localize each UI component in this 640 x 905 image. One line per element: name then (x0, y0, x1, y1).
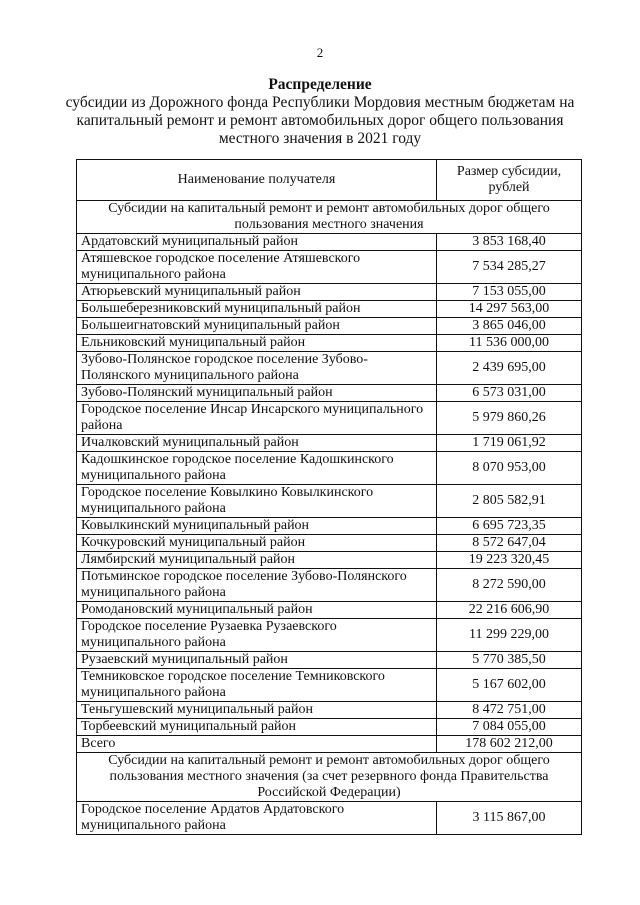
recipient-name: Большеберезниковский муниципальный район (77, 301, 437, 318)
table-row (77, 518, 582, 535)
table-row (77, 702, 582, 719)
table-row (77, 435, 582, 452)
subsidy-amount: 11 299 229,00 (437, 619, 582, 652)
recipient-name: Кочкуровский муниципальный район (77, 535, 437, 552)
recipient-name: Городское поселение Инсар Инсарского муниципального района (77, 402, 437, 435)
recipient-name: Ичалковский муниципальный район (77, 435, 437, 452)
subsidy-amount: 8 572 647,04 (437, 535, 582, 552)
subsidy-amount: 5 770 385,50 (437, 652, 582, 669)
recipient-name: Городское поселение Ардатов Ардатовского муниципального района (77, 802, 437, 835)
subsidy-amount: 7 534 285,27 (437, 251, 582, 284)
recipient-name: Теньгушевский муниципальный район (77, 702, 437, 719)
recipient-name: Ельниковский муниципальный район (77, 335, 437, 352)
page-number: 2 (316, 45, 324, 60)
recipient-name: Зубово-Полянский муниципальный район (77, 385, 437, 402)
table-row (77, 452, 582, 485)
subsidy-amount: 14 297 563,00 (437, 301, 582, 318)
table-row (77, 301, 582, 318)
recipient-name: Городское поселение Ковылкино Ковылкинского муниципального района (77, 485, 437, 518)
recipient-name: Ковылкинский муниципальный район (77, 518, 437, 535)
table-row (77, 602, 582, 619)
table-row (77, 352, 582, 385)
recipient-name: Темниковское городское поселение Темниковского муниципального района (77, 669, 437, 702)
recipient-name: Большеигнатовский муниципальный район (77, 318, 437, 335)
table-header-row (77, 160, 582, 201)
recipient-name: Лямбирский муниципальный район (77, 552, 437, 569)
total-label: Всего (77, 736, 437, 753)
table-row (77, 284, 582, 301)
recipient-name: Городское поселение Рузаевка Рузаевского муниципального района (77, 619, 437, 652)
table-row (77, 569, 582, 602)
subsidy-amount: 5 979 860,26 (437, 402, 582, 435)
subsidy-amount: 6 695 723,35 (437, 518, 582, 535)
table-row (77, 234, 582, 251)
document-title: Распределение (268, 76, 372, 93)
table-row (77, 485, 582, 518)
document-heading (60, 76, 580, 148)
subsidy-amount: 6 573 031,00 (437, 385, 582, 402)
recipient-name: Потьминское городское поселение Зубово-Полянского муниципального района (77, 569, 437, 602)
table-row (77, 535, 582, 552)
table-row (77, 402, 582, 435)
recipient-name: Атюрьевский муниципальный район (77, 284, 437, 301)
recipient-name: Рузаевский муниципальный район (77, 652, 437, 669)
recipient-name: Торбеевский муниципальный район (77, 719, 437, 736)
table-row (77, 802, 582, 835)
subsidy-amount: 2 805 582,91 (437, 485, 582, 518)
subsidy-amount: 5 167 602,00 (437, 669, 582, 702)
subsidy-amount: 19 223 320,45 (437, 552, 582, 569)
header-amount: Размер субсидии, рублей (437, 160, 582, 201)
table-row (77, 385, 582, 402)
subsidy-amount: 1 719 061,92 (437, 435, 582, 452)
subsidy-amount: 2 439 695,00 (437, 352, 582, 385)
section-title-1: Субсидии на капитальный ремонт и ремонт автомобильных дорог общего пользования местного значения (77, 201, 582, 234)
table-row (77, 318, 582, 335)
table-row (77, 652, 582, 669)
section-title-2: Субсидии на капитальный ремонт и ремонт автомобильных дорог общего пользования местного значения (за счет резервного фонда Правительства Российской Федерации) (77, 753, 582, 802)
subsidy-amount: 7 084 055,00 (437, 719, 582, 736)
subsidy-amount: 3 853 168,40 (437, 234, 582, 251)
subsidy-amount: 22 216 606,90 (437, 602, 582, 619)
recipient-name: Кадошкинское городское поселение Кадошкинского муниципального района (77, 452, 437, 485)
table-row (77, 669, 582, 702)
header-recipient: Наименование получателя (77, 160, 437, 201)
subsidy-amount: 3 865 046,00 (437, 318, 582, 335)
subsidy-amount: 8 472 751,00 (437, 702, 582, 719)
section-row (77, 753, 582, 802)
subsidy-amount: 8 272 590,00 (437, 569, 582, 602)
document-subtitle: субсидии из Дорожного фонда Республики Мордовия местным бюджетам на капитальный ремонт и ремонт автомобильных дорог общего пользования местного значения в 2021 году (65, 94, 575, 147)
recipient-name: Зубово-Полянское городское поселение Зубово-Полянского муниципального района (77, 352, 437, 385)
table-row (77, 335, 582, 352)
section-row (77, 201, 582, 234)
recipient-name: Атяшевское городское поселение Атяшевского муниципального района (77, 251, 437, 284)
table-row (77, 552, 582, 569)
table-row (77, 251, 582, 284)
table-row (77, 619, 582, 652)
subsidy-amount: 7 153 055,00 (437, 284, 582, 301)
subsidy-amount: 11 536 000,00 (437, 335, 582, 352)
subsidy-amount: 8 070 953,00 (437, 452, 582, 485)
table-row (77, 719, 582, 736)
total-amount: 178 602 212,00 (437, 736, 582, 753)
subsidy-amount: 3 115 867,00 (437, 802, 582, 835)
recipient-name: Ардатовский муниципальный район (77, 234, 437, 251)
recipient-name: Ромодановский муниципальный район (77, 602, 437, 619)
subsidy-table (76, 159, 582, 835)
total-row (77, 736, 582, 753)
